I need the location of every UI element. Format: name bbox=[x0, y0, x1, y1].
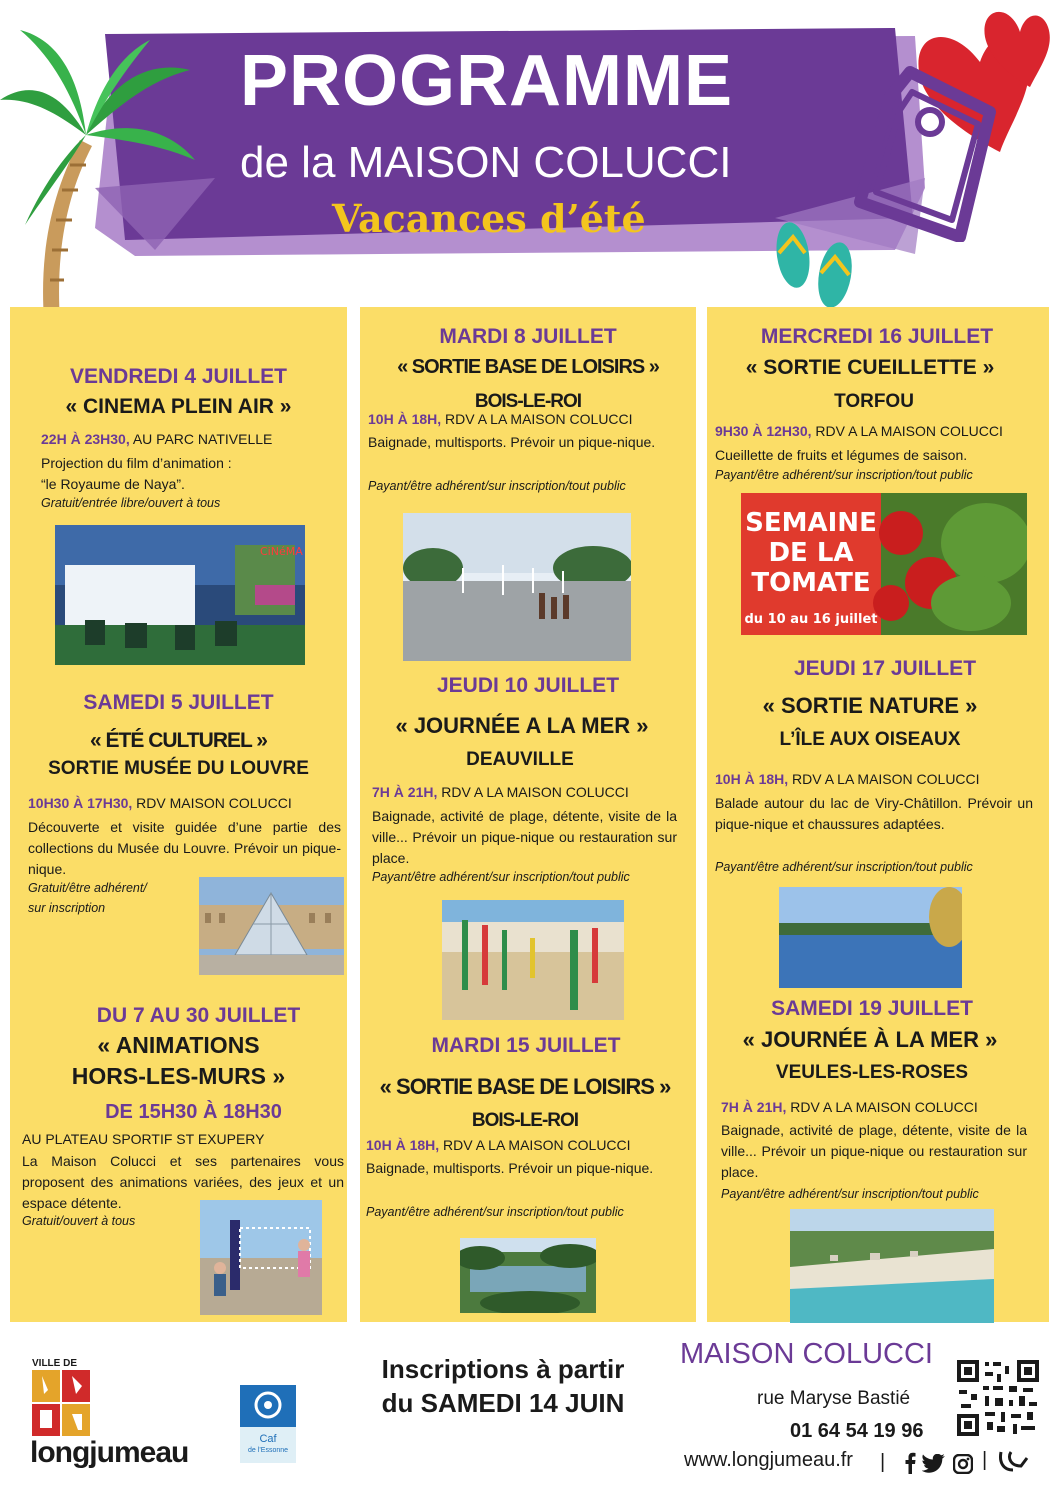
event-note: Gratuit/être adhérent/ sur inscription bbox=[28, 881, 147, 915]
website-link[interactable]: www.longjumeau.fr bbox=[684, 1449, 853, 1471]
caf-logo bbox=[240, 1385, 296, 1463]
event-date: SAMEDI 19 JUILLET bbox=[771, 997, 973, 1020]
coast-photo bbox=[790, 1209, 994, 1323]
svg-text:du 10 au 16 juillet: du 10 au 16 juillet bbox=[744, 612, 878, 627]
ville-longjumeau-logo bbox=[30, 1358, 190, 1473]
event-time: 7H À 21H, RDV A LA MAISON COLUCCI bbox=[372, 784, 629, 800]
column-2 bbox=[360, 307, 696, 1322]
event-time: 22H À 23H30, AU PARC NATIVELLE bbox=[41, 431, 273, 447]
event-note: Gratuit/entrée libre/ouvert à tous bbox=[41, 496, 221, 510]
event-description: Baignade, activité de plage, détente, visite de la ville... Prévoir un pique-nique ou restauration sur place. bbox=[372, 808, 677, 866]
event-date: MERCREDI 16 JUILLET bbox=[760, 325, 994, 348]
season-title: Vacances d’été bbox=[332, 196, 646, 241]
event-date: JEUDI 17 JUILLET bbox=[793, 657, 977, 680]
event-place: TORFOU bbox=[834, 391, 914, 412]
tomato-week-promo bbox=[741, 493, 1027, 635]
event-note: Gratuit/ouvert à tous bbox=[22, 1214, 136, 1228]
separator: | bbox=[982, 1449, 988, 1471]
event-title: « ÉTÉ CULTUREL » bbox=[90, 729, 267, 752]
event-time: 7H À 21H, RDV A LA MAISON COLUCCI bbox=[721, 1099, 978, 1115]
event-place: L’ÎLE AUX OISEAUX bbox=[779, 729, 961, 750]
event-description: Cueillette de fruits et légumes de saison. bbox=[715, 447, 968, 463]
inscriptions-notice bbox=[358, 1352, 648, 1420]
instagram-icon[interactable] bbox=[953, 1454, 973, 1474]
twitter-icon[interactable] bbox=[922, 1454, 946, 1474]
inscriptions-line-2: du SAMEDI 14 JUIN bbox=[381, 1388, 625, 1418]
logo-city-name: longjumeau bbox=[30, 1436, 189, 1469]
base-loisirs-photo bbox=[403, 513, 631, 661]
organization-phone: 01 64 54 19 96 bbox=[790, 1420, 924, 1442]
palm-tree-icon bbox=[0, 20, 200, 320]
event-note: Payant/être adhérent/sur inscription/tout public bbox=[715, 468, 973, 482]
event-title: « SORTIE BASE DE LOISIRS » bbox=[379, 1074, 671, 1099]
organization-address: rue Maryse Bastié bbox=[757, 1388, 911, 1409]
event-note: Payant/être adhérent/sur inscription/tout public bbox=[366, 1205, 624, 1219]
event-date: SAMEDI 5 JUILLET bbox=[83, 691, 274, 714]
event-description: Baignade, multisports. Prévoir un pique-nique. bbox=[366, 1160, 654, 1176]
event-date: VENDREDI 4 JUILLET bbox=[69, 365, 288, 388]
event-place: VEULES-LES-ROSES bbox=[775, 1062, 969, 1083]
event-place: AU PLATEAU SPORTIF ST EXUPERY bbox=[22, 1131, 265, 1147]
animation-photo bbox=[200, 1200, 322, 1315]
event-description: Découverte et visite guidée d’une partie des collections du Musée du Louvre. Prévoir un pique-nique. bbox=[28, 819, 341, 877]
event-title: « ANIMATIONS bbox=[97, 1032, 260, 1058]
caf-label: Caf bbox=[259, 1433, 277, 1445]
svg-text:TOMATE: TOMATE bbox=[751, 568, 871, 598]
caf-sub-label: de l’Essonne bbox=[247, 1447, 289, 1454]
base-loisirs-photo-2 bbox=[460, 1238, 596, 1313]
event-date: DU 7 AU 30 JUILLET bbox=[96, 1004, 301, 1027]
event-date: MARDI 8 JUILLET bbox=[439, 325, 617, 348]
event-title: « SORTIE BASE DE LOISIRS » bbox=[397, 356, 659, 378]
event-place: DEAUVILLE bbox=[466, 749, 574, 770]
longjumeau-brand-icon bbox=[997, 1448, 1031, 1474]
qr-code-icon[interactable] bbox=[957, 1360, 1039, 1436]
inscriptions-line-1: Inscriptions à partir bbox=[381, 1354, 625, 1384]
caf-emblem-icon bbox=[254, 1391, 282, 1419]
event-description: Baignade, multisports. Prévoir un pique-nique. bbox=[368, 434, 656, 450]
event-date: MARDI 15 JUILLET bbox=[431, 1034, 621, 1057]
event-place: BOIS-LE-ROI bbox=[471, 1110, 579, 1131]
organization-name: MAISON COLUCCI bbox=[680, 1338, 933, 1370]
svg-text:DE LA: DE LA bbox=[768, 538, 854, 568]
event-title: « SORTIE NATURE » bbox=[762, 693, 978, 718]
event-place: BOIS-LE-ROI bbox=[474, 391, 582, 412]
event-time: 10H30 À 17H30, RDV MAISON COLUCCI bbox=[28, 795, 292, 811]
event-description: Balade autour du lac de Viry-Châtillon. Prévoir un pique-nique et chaussures adaptées. bbox=[715, 795, 1033, 832]
event-title: « SORTIE CUEILLETTE » bbox=[745, 356, 995, 379]
event-note: Payant/être adhérent/sur inscription/tout public bbox=[715, 860, 973, 874]
facebook-icon[interactable] bbox=[900, 1452, 920, 1474]
heart-luggage-tag-icon bbox=[850, 2, 1055, 242]
event-time: 10H À 18H, RDV A LA MAISON COLUCCI bbox=[366, 1137, 631, 1153]
page-subtitle: de la MAISON COLUCCI bbox=[240, 138, 732, 187]
event-title: « JOURNÉE A LA MER » bbox=[395, 713, 649, 738]
page-title: PROGRAMME bbox=[240, 41, 733, 121]
svg-text:CiNéMA: CiNéMA bbox=[260, 545, 303, 558]
column-1 bbox=[10, 307, 347, 1322]
event-place: SORTIE MUSÉE DU LOUVRE bbox=[48, 758, 309, 779]
louvre-photo bbox=[199, 877, 344, 975]
event-date: JEUDI 10 JUILLET bbox=[436, 674, 620, 697]
event-note: Payant/être adhérent/sur inscription/tout public bbox=[372, 870, 630, 884]
column-3 bbox=[707, 307, 1049, 1322]
event-description: Projection du film d’animation : “le Royaume de Naya”. bbox=[41, 455, 232, 492]
event-title: HORS-LES-MURS » bbox=[71, 1063, 286, 1089]
separator: | bbox=[880, 1451, 886, 1473]
cinema-photo bbox=[55, 525, 305, 665]
deauville-photo bbox=[442, 900, 624, 1020]
svg-text:SEMAINE: SEMAINE bbox=[745, 508, 877, 538]
event-time: 10H À 18H, RDV A LA MAISON COLUCCI bbox=[715, 771, 980, 787]
logo-ville-de: VILLE DE bbox=[32, 1358, 78, 1369]
event-hours: DE 15H30 À 18H30 bbox=[105, 1101, 282, 1123]
event-note: Payant/être adhérent/sur inscription/tout public bbox=[368, 479, 626, 493]
event-note: Payant/être adhérent/sur inscription/tout public bbox=[721, 1187, 979, 1201]
flip-flops-icon bbox=[765, 215, 865, 315]
event-description: Baignade, activité de plage, détente, visite de la ville... Prévoir un pique-nique ou restauration sur place. bbox=[721, 1122, 1027, 1180]
lake-photo bbox=[779, 887, 962, 988]
city-emblem-icon bbox=[32, 1370, 92, 1438]
event-time: 10H À 18H, RDV A LA MAISON COLUCCI bbox=[368, 411, 633, 427]
event-title: « JOURNÉE À LA MER » bbox=[742, 1027, 998, 1052]
event-description: La Maison Colucci et ses partenaires vous proposent des animations variées, des jeux et un espace détente. bbox=[22, 1153, 344, 1211]
event-title: « CINEMA PLEIN AIR » bbox=[65, 395, 292, 418]
event-time: 9H30 À 12H30, RDV A LA MAISON COLUCCI bbox=[715, 423, 1003, 439]
